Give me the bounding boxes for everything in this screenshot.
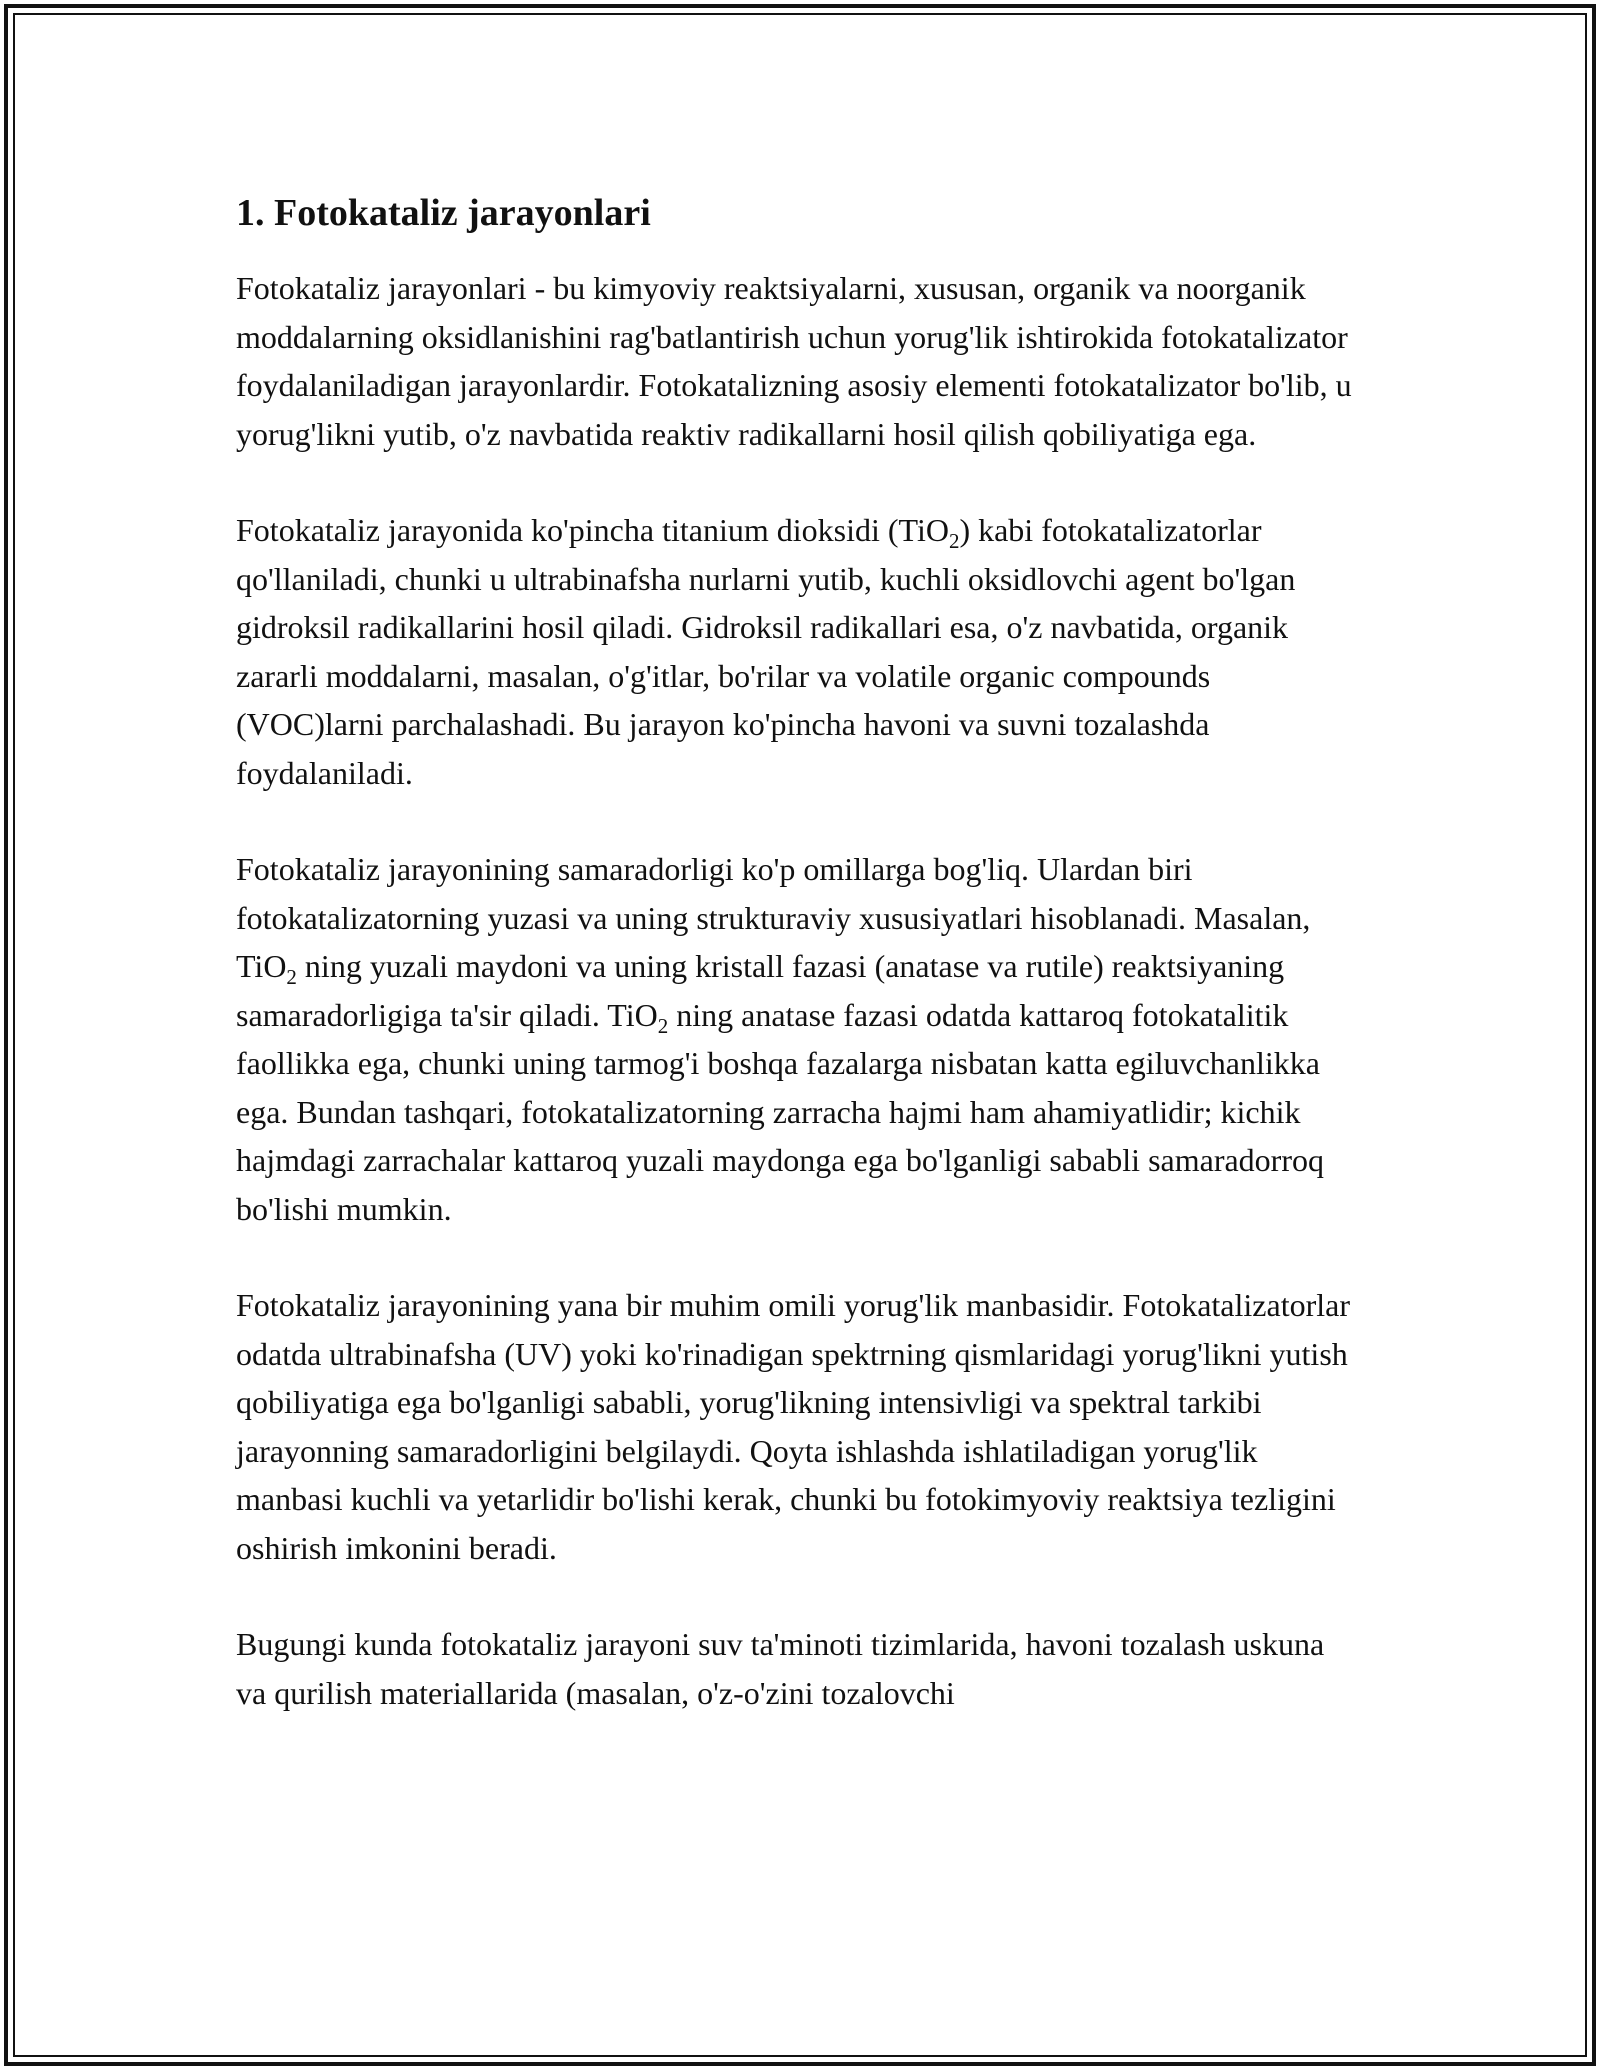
paragraph-titanium-dioxide <box>236 506 1356 797</box>
paragraph-intro <box>236 264 1356 458</box>
paragraph-text: ning yuzali maydoni va uning kristall fazasi (anatase va rutile) reaktsiyaning samaradorligiga ta'sir qiladi. TiO <box>236 948 1285 1033</box>
paragraph-efficiency-factors <box>236 845 1356 1233</box>
subscript-two: 2 <box>286 965 297 989</box>
section-heading: 1. Fotokataliz jarayonlari <box>236 192 651 234</box>
paragraph-light-source <box>236 1281 1356 1572</box>
paragraph-text: Fotokataliz jarayonining samaradorligi ko'p omillarga bog'liq. Ulardan biri fotokatalizatorning yuzasi va uning strukturaviy xususiyatlari hisoblanadi. Masalan, TiO <box>236 851 1311 984</box>
subscript-two: 2 <box>948 529 960 553</box>
paragraph-text: Fotokataliz jarayonining yana bir muhim omili yorug'lik manbasidir. Fotokatalizatorlar odatda ultrabinafsha (UV) yoki ko'rinadigan spektrning qismlaridagi yorug'likni yutish qobiliyatiga ega bo'lganligi sababli, yorug'likning intensivligi va spektral tarkibi jarayonning samaradorligini belgilaydi. Qoyta ishlashda ishlatiladigan yorug'lik manbasi kuchli va yetarlidir bo'lishi kerak, chunki bu fotokimyoviy reaktsiya tezligini oshirish imkonini beradi. <box>236 1287 1350 1566</box>
subscript-two: 2 <box>657 1013 669 1038</box>
document-body <box>236 186 1356 1765</box>
paragraph-text: Bugungi kunda fotokataliz jarayoni suv ta'minoti tizimlarida, havoni tozalash uskuna va qurilish materiallarida (masalan, o'z-o'zini tozalovchi <box>236 1626 1325 1711</box>
paragraph-text: Fotokataliz jarayonida ko'pincha titanium dioksidi (TiO <box>236 512 949 548</box>
paragraph-text: ) kabi fotokatalizatorlar qo'llaniladi, chunki u ultrabinafsha nurlarni yutib, kuchli oksidlovchi agent bo'lgan gidroksil radikallarini hosil qiladi. Gidroksil radikallari esa, o'z navbatida, organik zararli moddalarni, masalan, o'g'itlar, bo'rilar va volatile organic compounds (VOC)larni parchalashadi. Bu jarayon ko'pincha havoni va suvni tozalashda foydalaniladi. <box>236 512 1296 791</box>
paragraph-applications <box>236 1620 1356 1717</box>
paragraph-text: Fotokataliz jarayonlari - bu kimyoviy reaktsiyalarni, xususan, organik va noorganik moddalarning oksidlanishini rag'batlantirish uchun yorug'lik ishtirokida fotokatalizator foydalaniladigan jarayonlardir. Fotokatalizning asosiy elementi fotokatalizator bo'lib, u yorug'likni yutib, o'z navbatida reaktiv radikallarni hosil qilish qobiliyatiga ega. <box>236 270 1352 452</box>
paragraph-text: ning anatase fazasi odatda kattaroq fotokatalitik faollikka ega, chunki uning tarmog'i boshqa fazalarga nisbatan katta egiluvchanlikka ega. Bundan tashqari, fotokatalizatorning zarracha hajmi ham ahamiyatlidir; kichik hajmdagi zarrachalar kattaroq yuzali maydonga ega bo'lganligi sababli samaradorroq bo'lishi mumkin. <box>236 996 1324 1227</box>
